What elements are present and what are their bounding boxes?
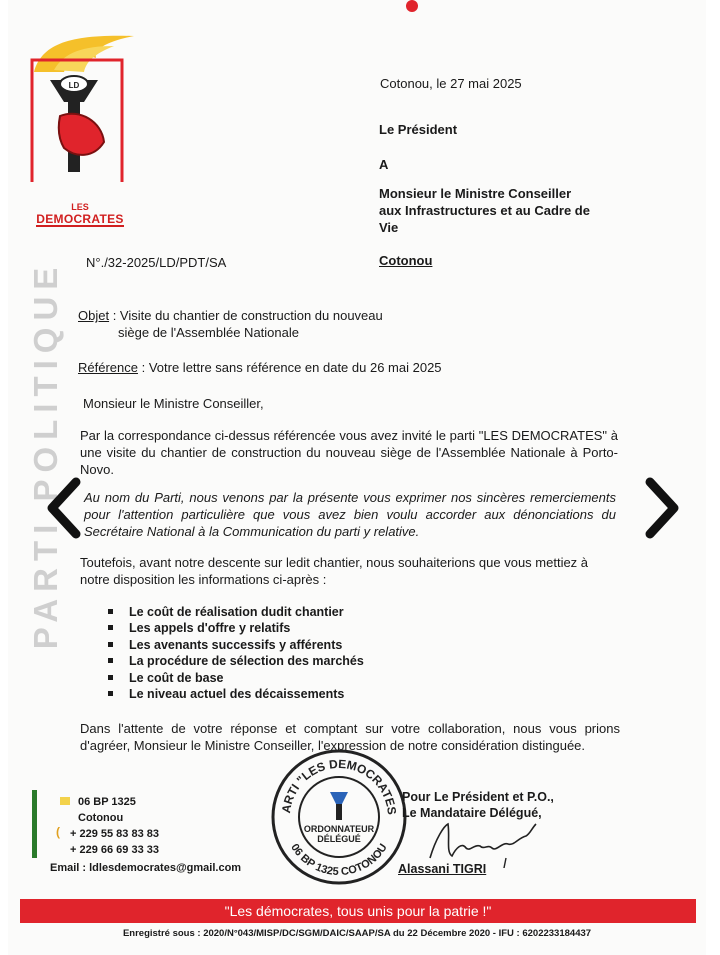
contact-city: Cotonou [78, 812, 124, 824]
subject-line1: : Visite du chantier de construction du nouveau [112, 308, 383, 323]
signature-line2: Le Mandataire Délégué, [402, 806, 542, 820]
stamp-center-line2: DÉLÉGUÉ [317, 834, 361, 844]
closing-paragraph: Dans l'attente de votre réponse et comptant sur votre collaboration, nous vous prions d'agréer, Monsieur le Ministre Conseiller, l'expression de notre considération distinguée. [80, 721, 620, 753]
subject-label: Objet [78, 308, 110, 323]
po-box: 06 BP 1325 [78, 796, 136, 808]
recipient-line2: aux Infrastructures et au Cadre de [379, 203, 590, 218]
city-date: Cotonou, le 27 mai 2025 [380, 76, 522, 91]
list-item: Le coût de réalisation dudit chantier [108, 604, 364, 620]
phone-icon: ( [56, 825, 60, 839]
recipient-city: Cotonou [379, 253, 433, 268]
list-item: La procédure de sélection des marchés [108, 653, 364, 669]
record-indicator [406, 0, 418, 12]
recipient-line1: Monsieur le Ministre Conseiller [379, 186, 572, 201]
letter-page [8, 0, 706, 955]
contact-accent-bar [32, 790, 37, 858]
registration-footer: Enregistré sous : 2020/N°043/MISP/DC/SGM/DAIC/SAAP/SA du 22 Décembre 2020 - IFU : 6202233184437 [122, 928, 592, 939]
sender-title: Le Président [379, 122, 458, 137]
reference-text: : Votre lettre sans référence en date du 26 mai 2025 [141, 360, 442, 375]
vertical-watermark [24, 260, 68, 650]
phone-2: + 229 66 69 33 33 [70, 844, 159, 856]
contact-po-box-row [60, 794, 241, 810]
reference-block [78, 359, 442, 376]
subject-line2: siège de l'Assemblée Nationale [118, 325, 299, 340]
chevron-left-icon [44, 476, 84, 540]
party-name-line2: DEMOCRATES [36, 212, 124, 226]
svg-text:LD: LD [68, 81, 80, 90]
contact-phone1-row [56, 825, 241, 842]
stamp-graphic [270, 748, 408, 886]
previous-page-button[interactable] [44, 476, 84, 540]
official-stamp [270, 748, 408, 886]
list-item: Le niveau actuel des décaissements [108, 686, 364, 702]
party-name [30, 202, 130, 227]
phone-1: + 229 55 83 83 83 [70, 828, 159, 840]
to-label: A [379, 157, 389, 172]
party-name-line1: LES [71, 202, 89, 212]
party-logo [30, 38, 128, 226]
reference-label: Référence [78, 360, 138, 375]
paragraph-2: Au nom du Parti, nous venons par la présente vous exprimer nos sincères remerciements pour l'attention particulière que vous avez bien voulu accorder aux dénonciations du Secrétaire National à la Communication du parti y relative. [84, 490, 616, 539]
stamp-bottom-text: 06 BP 1325 COTONOU [288, 841, 390, 879]
next-page-button[interactable] [642, 476, 682, 540]
vertical-watermark-text: PARTI POLITIQUE [27, 260, 64, 650]
signature-block [402, 789, 554, 821]
paragraph-3: Toutefois, avant notre descente sur ledit chantier, nous souhaiterions que vous mettiez à notre disposition les informations ci-après : [80, 555, 589, 587]
list-item: Le coût de base [108, 670, 364, 686]
signature-line1: Pour Le Président et P.O., [402, 790, 554, 804]
list-item: Les avenants successifs y afférents [108, 637, 364, 653]
paragraph-1: Par la correspondance ci-dessus référencée vous avez invité le parti "LES DEMOCRATES" à une visite du chantier de construction du nouveau siège de l'Assemblée Nationale à Porto-Novo. [80, 428, 618, 477]
chevron-right-icon [642, 476, 682, 540]
svg-text:PARTI "LES DEMOCRATES" [270, 748, 399, 815]
recipient-line3: Vie [379, 220, 399, 235]
stamp-top-text: ARTI "LES DEMOCRATES [279, 756, 400, 816]
salutation: Monsieur le Ministre Conseiller, [83, 396, 264, 411]
info-list [108, 604, 364, 702]
mailbox-icon [60, 797, 70, 805]
reference-number: N°./32-2025/LD/PDT/SA [86, 255, 227, 270]
torch-logo [24, 32, 144, 182]
recipient-block [379, 185, 590, 236]
slogan-band: "Les démocrates, tous unis pour la patrie !" [20, 899, 696, 923]
contact-block [50, 794, 242, 876]
signatory-name: Alassani TIGRI [398, 862, 487, 876]
email: Email : ldlesdemocrates@gmail.com [50, 862, 242, 874]
subject-block [78, 307, 383, 341]
list-item: Les appels d'offre y relatifs [108, 620, 364, 636]
stamp-center-line1: ORDONNATEUR [303, 824, 375, 834]
